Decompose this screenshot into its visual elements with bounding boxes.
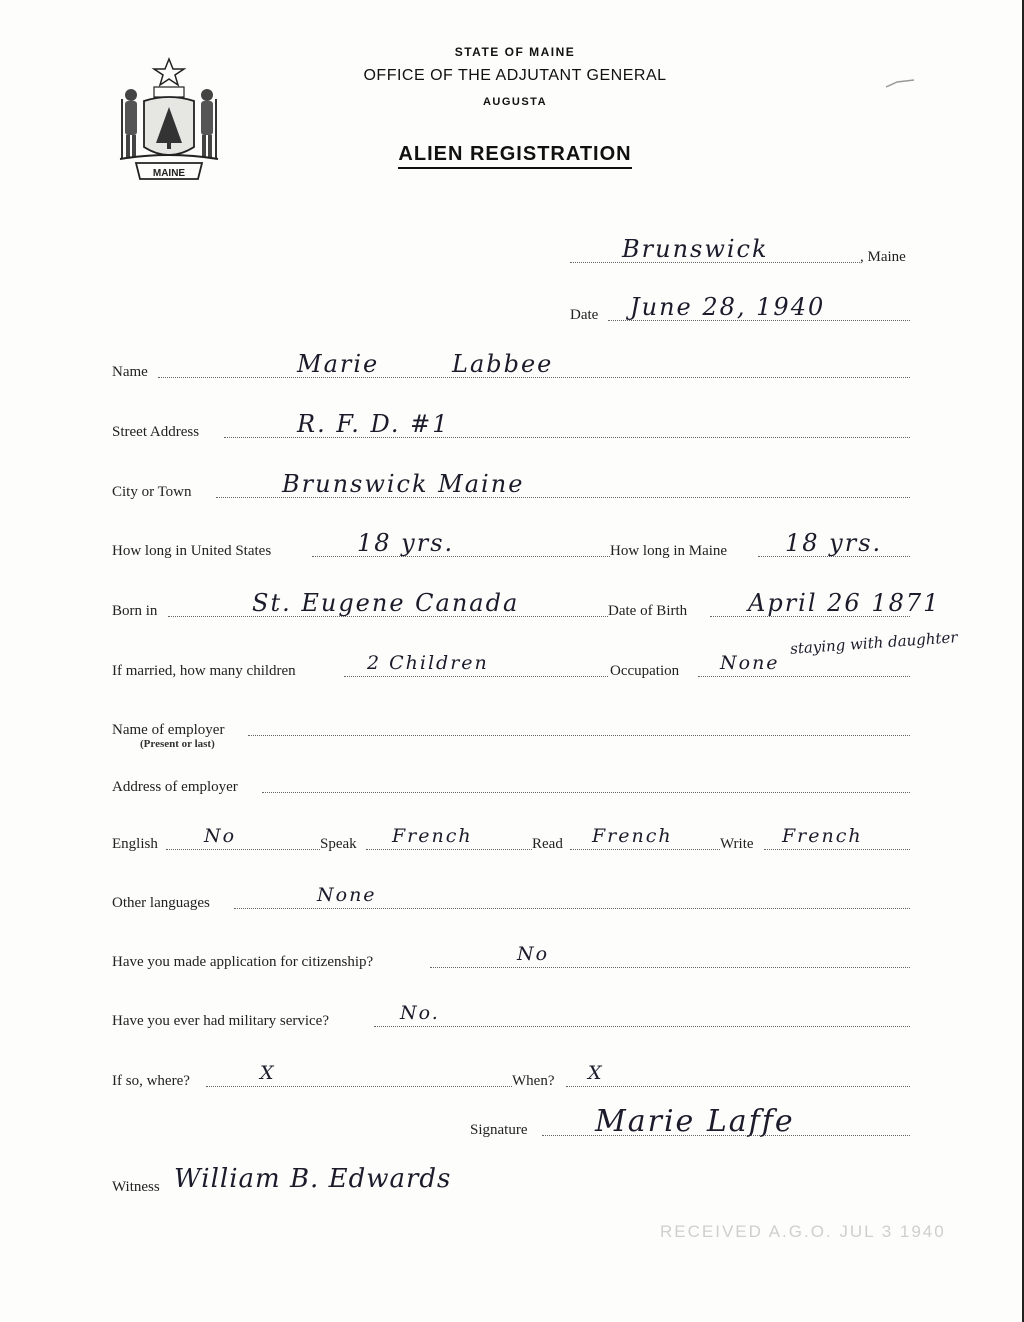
employer-name-sublabel: (Present or last)	[140, 738, 215, 750]
state-seal-icon	[114, 55, 224, 185]
office-heading: OFFICE OF THE ADJUTANT GENERAL	[363, 67, 667, 84]
service-where-label: If so, where?	[112, 1073, 190, 1089]
speak-field[interactable]	[320, 827, 532, 853]
english-label: English	[112, 836, 158, 852]
name-field[interactable]	[112, 350, 910, 381]
occupation-label: Occupation	[610, 663, 680, 679]
town-value: Brunswick	[622, 235, 769, 263]
occupation-note: staying with daughter	[789, 628, 959, 658]
read-field[interactable]	[532, 827, 720, 853]
service-where-field[interactable]	[112, 1064, 512, 1090]
how-long-us-field[interactable]	[112, 529, 610, 560]
first-name-value: Marie	[297, 350, 380, 378]
date-of-birth-value: April 26 1871	[748, 589, 941, 617]
seal-banner-text: MAINE	[152, 168, 186, 179]
signature-value: Marie Laffe	[595, 1104, 795, 1139]
english-field[interactable]	[112, 827, 320, 853]
born-in-label: Born in	[112, 603, 158, 619]
speak-label: Speak	[320, 836, 357, 852]
write-label: Write	[720, 836, 754, 852]
employer-name-field[interactable]	[112, 713, 910, 750]
read-label: Read	[532, 836, 563, 852]
witness-value: William B. Edwards	[174, 1164, 452, 1194]
city-field[interactable]	[112, 470, 910, 501]
english-value: No	[204, 825, 237, 847]
service-when-value: X	[588, 1062, 604, 1084]
military-service-value: No.	[400, 1002, 440, 1024]
other-languages-field[interactable]	[112, 886, 910, 912]
children-value: 2 Children	[367, 652, 489, 674]
date-label: Date	[570, 307, 599, 323]
write-value: French	[782, 825, 863, 847]
read-value: French	[592, 825, 673, 847]
city-label: City or Town	[112, 484, 192, 500]
service-when-label: When?	[512, 1073, 555, 1089]
witness-field[interactable]	[112, 1164, 532, 1196]
how-long-maine-value: 18 yrs.	[785, 529, 883, 557]
how-long-us-value: 18 yrs.	[357, 529, 455, 557]
service-where-value: X	[260, 1062, 276, 1084]
children-label: If married, how many children	[112, 663, 296, 679]
citizenship-label: Have you made application for citizenship?	[112, 954, 374, 970]
street-address-label: Street Address	[112, 424, 200, 440]
born-in-value: St. Eugene Canada	[252, 589, 520, 617]
citizenship-field[interactable]	[112, 945, 910, 971]
date-of-birth-field[interactable]	[608, 589, 941, 620]
military-service-label: Have you ever had military service?	[112, 1013, 329, 1029]
service-when-field[interactable]	[512, 1064, 910, 1090]
born-in-field[interactable]	[112, 589, 608, 620]
name-label: Name	[112, 364, 148, 380]
check-mark-icon	[885, 78, 915, 90]
witness-label: Witness	[112, 1179, 160, 1195]
speak-value: French	[392, 825, 473, 847]
how-long-maine-field[interactable]	[610, 529, 910, 560]
occupation-field[interactable]	[610, 654, 910, 680]
received-stamp: RECEIVED A.G.O. JUL 3 1940	[660, 1222, 946, 1241]
town-suffix: , Maine	[860, 249, 906, 265]
other-languages-value: None	[317, 884, 377, 906]
how-long-maine-label: How long in Maine	[610, 543, 728, 559]
signature-label: Signature	[470, 1122, 528, 1138]
street-address-value: R. F. D. #1	[297, 410, 450, 438]
occupation-value: None	[720, 652, 780, 674]
street-address-field[interactable]	[112, 410, 910, 441]
town-field[interactable]	[570, 235, 915, 266]
employer-name-label: Name of employer	[112, 722, 225, 738]
date-value: June 28, 1940	[630, 293, 826, 321]
date-of-birth-label: Date of Birth	[608, 603, 688, 619]
state-heading: STATE OF MAINE	[454, 45, 576, 59]
other-languages-label: Other languages	[112, 895, 210, 911]
signature-field[interactable]	[470, 1104, 910, 1139]
city-heading: AUGUSTA	[482, 96, 548, 108]
write-field[interactable]	[720, 827, 910, 853]
how-long-us-label: How long in United States	[112, 543, 272, 559]
military-service-field[interactable]	[112, 1004, 910, 1030]
last-name-value: Labbee	[452, 350, 554, 378]
form-title: ALIEN REGISTRATION	[300, 143, 730, 166]
children-field[interactable]	[112, 654, 608, 680]
employer-address-label: Address of employer	[112, 779, 238, 795]
citizenship-value: No	[517, 943, 550, 965]
city-value: Brunswick Maine	[282, 470, 525, 498]
date-field[interactable]	[570, 293, 910, 324]
employer-address-field[interactable]	[112, 770, 910, 796]
